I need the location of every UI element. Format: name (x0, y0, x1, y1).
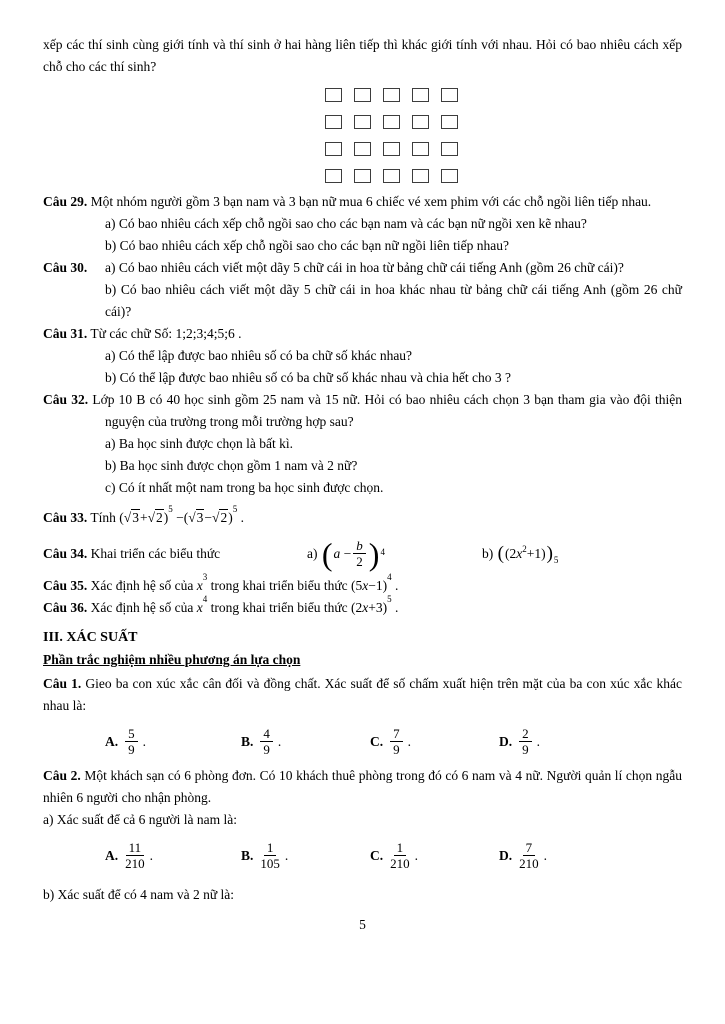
exponent: 5 (232, 503, 238, 514)
seat-box (383, 115, 400, 129)
question-29-text: Một nhóm người gồm 3 bạn nam và 3 bạn nữ mua 6 chiếc vé xem phim với các chỗ ngồi liên tiếp nhau. (90, 194, 652, 209)
fraction: $\frac{5}{9}$ (125, 727, 138, 757)
question-33 (43, 503, 682, 529)
question-30-item-a: a) Có bao nhiêu cách viết một dãy 5 chữ cái in hoa từ bảng chữ cái tiếng Anh (gồm 26 chữ cái)? (105, 260, 624, 275)
option-a: A. $\frac{11}{210}$ . (105, 840, 153, 871)
question-34-text: Khai triển các biểu thức (90, 546, 221, 561)
question-32-text: Lớp 10 B có 40 học sinh gồm 25 nam và 15 nữ. Hỏi có bao nhiêu cách chọn 3 bạn tham gia vào đội thiện nguyện của trường trong mỗi trường hợp sau? (92, 392, 682, 429)
seat-box (412, 88, 429, 102)
option-c: C. $\frac{1}{210}$ . (370, 840, 418, 871)
variable: x (196, 600, 203, 615)
fraction: $\frac{7}{9}$ (390, 727, 403, 757)
exponent: 5 (553, 555, 559, 565)
question-32-item-a: a) Ba học sinh được chọn là bất kì. (105, 436, 294, 451)
option-b: B. $\frac{4}{9}$ . (241, 726, 282, 757)
exponent: 5 (168, 503, 173, 514)
question-31-label: Câu 31. (43, 326, 88, 341)
question-33-formula: $(√3+√2)^5 -(√3-√2)^5$ . (119, 503, 244, 525)
option-d: D. $\frac{2}{9}$ . (499, 726, 540, 757)
seat-box (383, 169, 400, 183)
fraction: $\frac{1}{210}$ (390, 840, 410, 871)
seating-diagram (325, 88, 682, 183)
option-b: B. $\frac{1}{105}$ . (241, 840, 289, 871)
prob-question-2-label: Câu 2. (43, 768, 81, 783)
seat-box (383, 88, 400, 102)
question-34 (43, 536, 682, 572)
exponent: 4 (202, 593, 208, 604)
expression: $(5x-1)^4$ (351, 571, 392, 593)
sqrt-term: √3 (123, 510, 139, 525)
seat-box (354, 142, 371, 156)
question-29-item-a: a) Có bao nhiêu cách xếp chỗ ngồi sao cho các bạn nam và các bạn nữ ngồi xen kẽ nhau? (105, 216, 587, 231)
fraction: $\frac{11}{210}$ (125, 840, 145, 871)
exponent: 3 (202, 571, 208, 582)
fraction: $\frac{1}{105}$ (260, 840, 280, 871)
question-31-text: Từ các chữ Số: 1;2;3;4;5;6 . (90, 326, 242, 341)
fraction: $\frac{7}{210}$ (519, 840, 539, 871)
seat-box (383, 142, 400, 156)
seat-box (412, 169, 429, 183)
option-d: D. $\frac{7}{210}$ . (499, 840, 547, 871)
seat-box (325, 169, 342, 183)
sqrt-term: √2 (212, 510, 228, 525)
seat-box (412, 115, 429, 129)
seat-box (325, 115, 342, 129)
question-32 (43, 389, 682, 433)
question-35-label: Câu 35. (43, 578, 88, 593)
question-32-item-b: b) Ba học sinh được chọn gồm 1 nam và 2 nữ? (105, 458, 358, 473)
prob-question-2-item-a: a) Xác suất để cả 6 người là nam là: (43, 812, 238, 827)
section-heading: III. XÁC SUẤT (43, 630, 138, 645)
question-30-item-b: b) Có bao nhiêu cách viết một dãy 5 chữ cái in hoa khác nhau từ bảng chữ cái tiếng Anh (gồm 26 chữ cái)? (105, 282, 682, 319)
prob-question-2 (43, 765, 682, 809)
page-number: 5 (359, 917, 366, 932)
prob-question-1-options (43, 722, 682, 762)
seat-box (441, 88, 458, 102)
seat-box (325, 88, 342, 102)
question-34-label: Câu 34. (43, 546, 88, 561)
question-36-label: Câu 36. (43, 600, 88, 615)
prob-question-2a-options (43, 836, 682, 876)
question-29-item-b: b) Có bao nhiêu cách xếp chỗ ngồi sao cho các bạn nữ ngồi liên tiếp nhau? (105, 238, 509, 253)
fraction: $\frac{2}{9}$ (519, 727, 532, 757)
option-a: A. $\frac{5}{9}$ . (105, 726, 146, 757)
seat-box (441, 115, 458, 129)
question-33-label: Câu 33. (43, 510, 88, 525)
variable: x (196, 578, 203, 593)
option-c: C. $\frac{7}{9}$ . (370, 726, 411, 757)
intro-paragraph: xếp các thí sinh cùng giới tính và thí sinh ở hai hàng liên tiếp thì khác giới tính với nhau. Hỏi có bao nhiêu cách xếp chỗ cho các thí sinh? (43, 37, 682, 74)
exponent: 4 (380, 547, 385, 557)
question-33-text: Tính (90, 510, 116, 525)
prob-question-1 (43, 673, 682, 717)
radical-sign: √ (212, 510, 220, 525)
seat-row (325, 115, 682, 129)
question-29 (43, 191, 682, 213)
fraction: $\frac{4}{9}$ (260, 727, 273, 757)
radical-sign: √ (123, 510, 132, 525)
question-31-item-a: a) Có thể lập được bao nhiêu số có ba chữ số khác nhau? (105, 348, 413, 363)
question-36: Câu 36. Xác định hệ số của $x^4$ trong khai triển biểu thức $(2x+3)^5$ . (43, 593, 399, 615)
exponent: 5 (387, 593, 392, 604)
prob-question-1-label: Câu 1. (43, 676, 82, 691)
seat-box (412, 142, 429, 156)
prob-question-2-item-b: b) Xác suất để có 4 nam và 2 nữ là: (43, 887, 235, 902)
expression: $(2x+3)^5$ (351, 593, 392, 615)
seat-row (325, 169, 682, 183)
question-31-item-b: b) Có thể lập được bao nhiêu số có ba chữ số khác nhau và chia hết cho 3 ? (105, 370, 512, 385)
sqrt-term: √3 (188, 510, 204, 525)
radical-sign: √ (188, 510, 196, 525)
seat-row (325, 88, 682, 102)
prob-question-2-text: Một khách sạn có 6 phòng đơn. Có 10 khách thuê phòng trong đó có 6 nam và 4 nữ. Người quản lí chọn ngẫu nhiên 6 người cho nhận phòng. (43, 768, 682, 805)
exponent: 4 (387, 571, 392, 582)
section-subheading: Phần trắc nghiệm nhiều phương án lựa chọn (43, 652, 301, 667)
question-34-expression-b: b) ( (2 x $^2$ +1) ) 5 (482, 543, 558, 565)
seat-box (354, 88, 371, 102)
radical-sign: √ (147, 510, 155, 525)
seat-box (441, 169, 458, 183)
question-30-label: Câu 30. (43, 260, 88, 275)
sqrt-term: √2 (147, 510, 163, 525)
seat-box (441, 142, 458, 156)
seat-box (354, 169, 371, 183)
seat-row (325, 142, 682, 156)
question-30 (43, 257, 682, 279)
question-32-label: Câu 32. (43, 392, 89, 407)
question-29-label: Câu 29. (43, 194, 88, 209)
question-35: Câu 35. Xác định hệ số của $x^3$ trong khai triển biểu thức $(5x-1)^4$ . (43, 571, 399, 593)
question-34-expression-a: a) ( a − $\frac{b}{2}$ ) 4 (307, 536, 385, 572)
seat-box (354, 115, 371, 129)
question-32-item-c: c) Có ít nhất một nam trong ba học sinh được chọn. (105, 480, 384, 495)
question-31 (43, 323, 682, 345)
seat-box (325, 142, 342, 156)
prob-question-1-text: Gieo ba con xúc xắc cân đối và đồng chất. Xác suất để số chấm xuất hiện trên mặt của ba con xúc xắc khác nhau là: (43, 676, 682, 713)
fraction: $\frac{b}{2}$ (353, 539, 366, 569)
